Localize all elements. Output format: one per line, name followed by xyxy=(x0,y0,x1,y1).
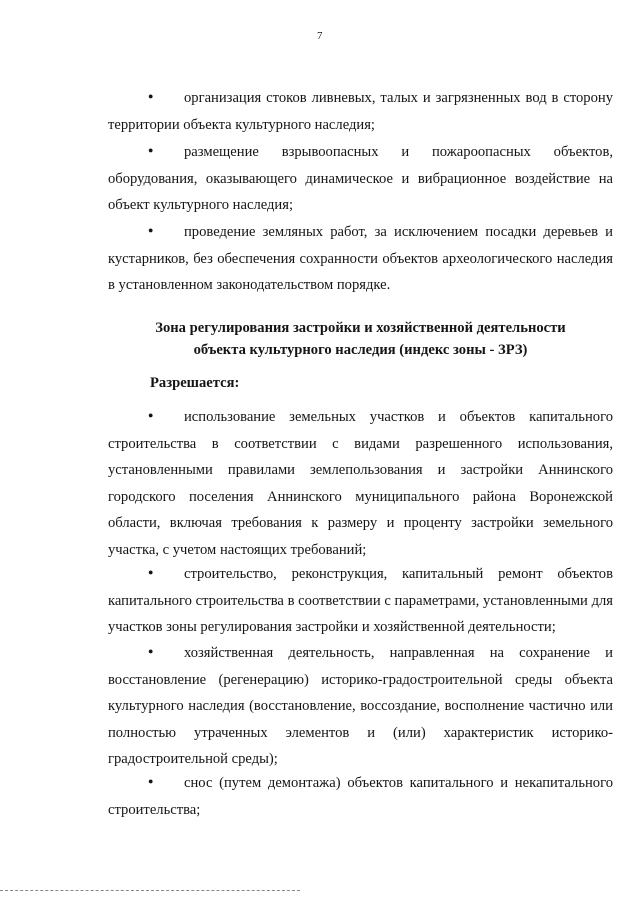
list-item-text: строительство, реконструкция, капитальный ремонт объектов капитального строительства в соответствии с параметрами, установленными для участков зоны регулирования застройки и хозяйственной деятельности; xyxy=(108,566,613,635)
list-item-text: организация стоков ливневых, талых и загрязненных вод в сторону территории объекта культурного наследия; xyxy=(108,90,613,133)
list-item-text: проведение земляных работ, за исключением посадки деревьев и кустарников, без обеспечения сохранности объектов археологического наследия в установленном законодательством порядке. xyxy=(108,224,613,293)
list-item xyxy=(108,640,613,773)
bullet-icon: ● xyxy=(148,145,154,155)
list-item xyxy=(108,770,613,823)
footer-divider xyxy=(0,890,300,891)
page-number: 7 xyxy=(317,30,323,42)
allowed-label: Разрешается: xyxy=(150,375,240,391)
section-title-line-2: объекта культурного наследия (индекс зоны - ЗРЗ) xyxy=(193,342,528,358)
bullet-icon: ● xyxy=(148,776,154,786)
bullet-icon: ● xyxy=(148,225,154,235)
list-item-text: использование земельных участков и объектов капитального строительства в соответствии с видами разрешенного использования, установленными правилами землепользования и застройки Аннинского городского поселения Аннинского муниципального района Воронежской области, включая требования к размеру и проценту застройки земельного участка, с учетом настоящих требований; xyxy=(108,409,613,558)
section-title xyxy=(108,317,613,361)
section-title-line-1: Зона регулирования застройки и хозяйственной деятельности xyxy=(155,320,566,336)
bullet-icon: ● xyxy=(148,410,154,420)
list-item xyxy=(108,404,613,563)
list-item-text: хозяйственная деятельность, направленная на сохранение и восстановление (регенерацию) историко-градостроительной среды объекта культурного наследия (восстановление, воссоздание, восполнение частично или полностью утраченных элементов и (или) характеристик историко-градостроительной среды); xyxy=(108,645,613,767)
list-item xyxy=(108,219,613,299)
bullet-icon: ● xyxy=(148,567,154,577)
list-item xyxy=(108,85,613,138)
bullet-icon: ● xyxy=(148,91,154,101)
list-item-text: снос (путем демонтажа) объектов капитального и некапитального строительства; xyxy=(108,775,613,818)
list-item-text: размещение взрывоопасных и пожароопасных объектов, оборудования, оказывающего динамическое и вибрационное воздействие на объект культурного наследия; xyxy=(108,144,613,213)
bullet-icon: ● xyxy=(148,646,154,656)
list-item xyxy=(108,139,613,219)
list-item xyxy=(108,561,613,641)
